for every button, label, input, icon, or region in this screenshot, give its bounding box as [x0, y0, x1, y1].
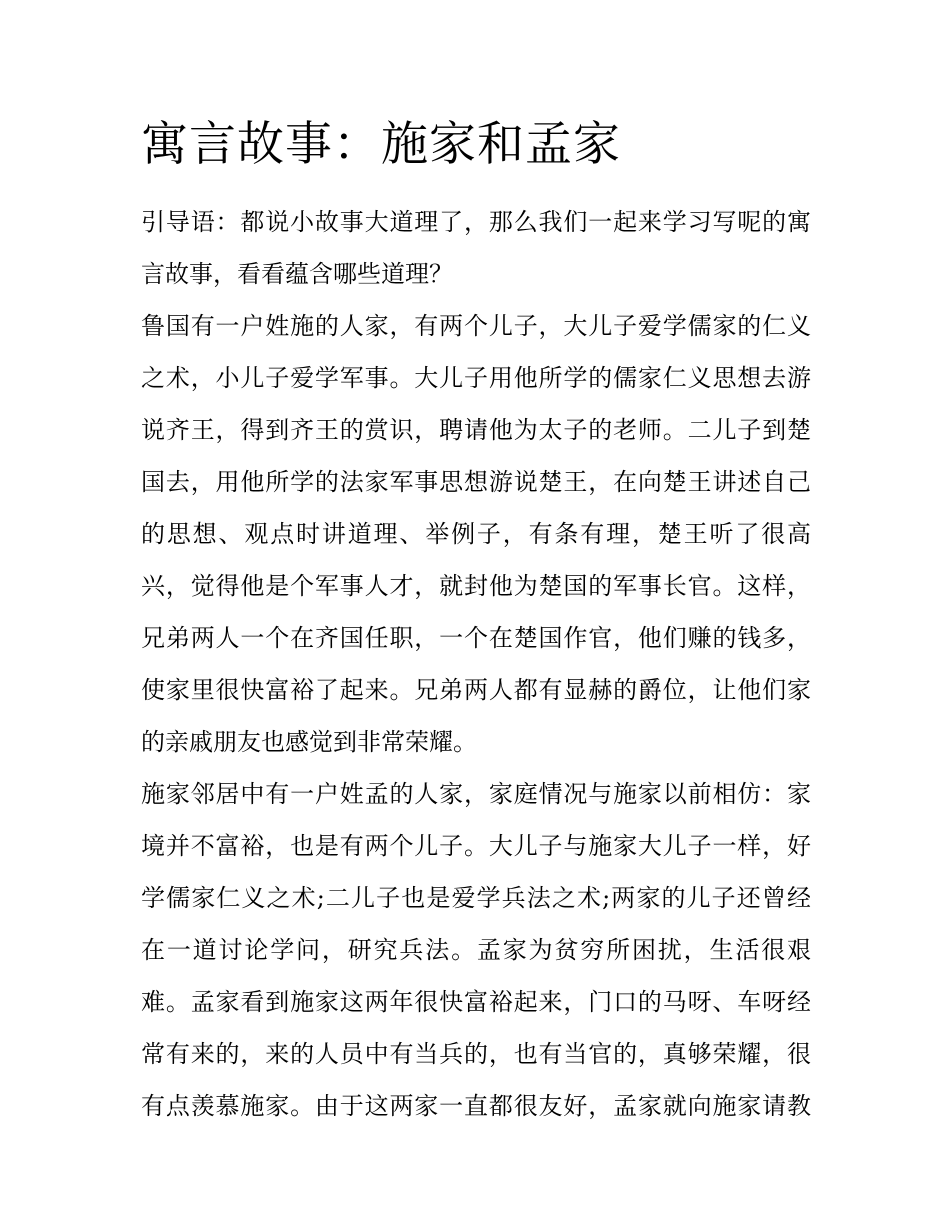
paragraph-line: 的思想、观点时讲道理、举例子，有条有理，楚王听了很高: [141, 520, 811, 548]
paragraph-line: 学儒家仁义之术;二儿子也是爱学兵法之术;两家的儿子还曾经: [141, 884, 811, 912]
document-title: 寓言故事：施家和孟家: [141, 117, 621, 172]
paragraph-line: 言故事，看看蕴含哪些道理？: [141, 260, 453, 288]
paragraph-line: 难。孟家看到施家这两年很快富裕起来，门口的马呀、车呀经: [141, 988, 811, 1016]
intro-paragraph: [141, 196, 811, 300]
paragraph-line: 国去，用他所学的法家军事思想游说楚王，在向楚王讲述自己: [141, 468, 811, 496]
story-paragraph-shi-family: [141, 300, 811, 768]
paragraph-line: 常有来的，来的人员中有当兵的，也有当官的，真够荣耀，很: [141, 1040, 811, 1068]
story-paragraph-meng-family: [141, 768, 811, 1132]
paragraph-line: 在一道讨论学问，研究兵法。孟家为贫穷所困扰，生活很艰: [141, 936, 811, 964]
paragraph-line: 兄弟两人一个在齐国任职，一个在楚国作官，他们赚的钱多，: [141, 624, 811, 652]
paragraph-line: 兴，觉得他是个军事人才，就封他为楚国的军事长官。这样，: [141, 572, 811, 600]
paragraph-line: 之术，小儿子爱学军事。大儿子用他所学的儒家仁义思想去游: [141, 364, 811, 392]
paragraph-line: 施家邻居中有一户姓孟的人家，家庭情况与施家以前相仿：家: [141, 780, 811, 808]
paragraph-line: 鲁国有一户姓施的人家，有两个儿子，大儿子爱学儒家的仁义: [141, 312, 811, 340]
paragraph-line: 境并不富裕，也是有两个儿子。大儿子与施家大儿子一样，好: [141, 832, 811, 860]
paragraph-line: 的亲戚朋友也感觉到非常荣耀。: [141, 728, 477, 756]
paragraph-line: 引导语：都说小故事大道理了，那么我们一起来学习写呢的寓: [141, 208, 811, 236]
paragraph-line: 使家里很快富裕了起来。兄弟两人都有显赫的爵位，让他们家: [141, 676, 811, 704]
paragraph-line: 有点羡慕施家。由于这两家一直都很友好，孟家就向施家请教: [141, 1092, 811, 1120]
paragraph-line: 说齐王，得到齐王的赏识，聘请他为太子的老师。二儿子到楚: [141, 416, 811, 444]
